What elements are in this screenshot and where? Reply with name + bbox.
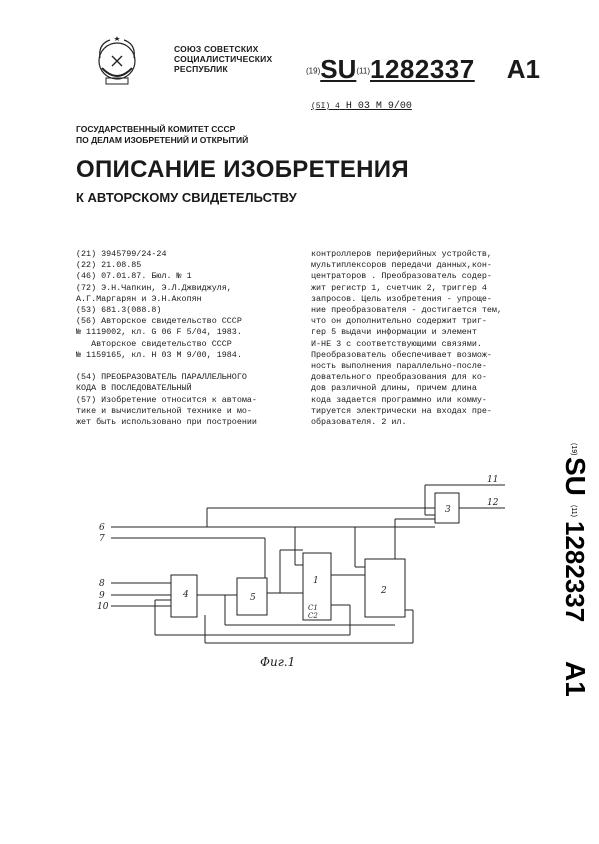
code-prefix: (19) (306, 66, 321, 76)
figure-caption: Фиг.1 (260, 655, 296, 669)
side-code-prefix: (19) (570, 443, 577, 456)
input-label-9: 9 (99, 591, 105, 601)
number-prefix: (11) (356, 66, 370, 76)
text-line: (22) 21.08.85 (76, 260, 142, 271)
block-label-5: 5 (250, 593, 256, 603)
block-label-4: 4 (183, 590, 189, 600)
patent-number: 1282337 (370, 54, 475, 84)
output-label-11: 11 (487, 475, 499, 485)
text-line: ность выполнения параллельно-после- (311, 361, 487, 372)
text-line: Авторское свидетельство СССР (76, 338, 232, 349)
text-line: кода задается программно или комму- (311, 394, 487, 405)
input-label-8: 8 (99, 579, 105, 589)
text-line: (57) Изобретение относится к автома- (76, 394, 257, 405)
block-label-3: 3 (445, 505, 451, 515)
text-line: что он дополнительно содержит триг- (311, 316, 487, 327)
side-number-prefix: (11) (570, 505, 577, 517)
text-line: (54) ПРЕОБРАЗОВАТЕЛЬ ПАРАЛЛЕЛЬНОГО (76, 372, 247, 383)
text-line: А.Г.Маргарян и Э.Н.Акопян (76, 293, 202, 304)
side-patent-number: 1282337 (560, 521, 590, 623)
text-line: (72) Э.Н.Чапкин, Э.Л.Джвиджуля, (76, 282, 232, 293)
label-c1: C1 (308, 604, 318, 612)
text-line: (21) 3945799/24-24 (76, 249, 167, 259)
text-line: довательного преобразования для ко- (311, 372, 487, 383)
text-line: запросов. Цель изобретения - упроще- (311, 293, 492, 304)
org-line: СОЮЗ СОВЕТСКИХ (174, 44, 259, 54)
ipc-prefix: (5I) 4 (311, 102, 340, 111)
kind-code: A1 (506, 54, 540, 84)
text-line: гер 5 выдачи информации и элемент (311, 327, 477, 338)
text-line: тике и вычислительной технике и мо- (76, 405, 252, 416)
ipc-class (311, 101, 412, 112)
state-emblem-icon (92, 34, 142, 89)
document-title: ОПИСАНИЕ ИЗОБРЕТЕНИЯ (76, 156, 409, 183)
text-line: ние преобразователя - достигается тем, (311, 305, 502, 316)
org-name (174, 44, 272, 74)
ipc-value: H 03 M 9/00 (345, 101, 412, 112)
circuit-diagram (95, 475, 515, 655)
text-line: дов различной длины, причем длина (311, 383, 477, 394)
output-label-12: 12 (487, 498, 499, 508)
org-line: РЕСПУБЛИК (174, 64, 228, 74)
text-line: центраторов . Преобразователь содер- (311, 271, 492, 282)
text-line: № 1119002, кл. G 06 F 5/04, 1983. (76, 327, 242, 338)
text-line: тируется электрически на входах пре- (311, 405, 492, 416)
text-line: жит регистр 1, счетчик 2, триггер 4 (311, 282, 487, 293)
text-line: жет быть использовано при построении (76, 417, 257, 428)
bibliographic-data (76, 249, 301, 428)
text-line (76, 361, 301, 372)
committee (76, 124, 248, 146)
text-line: КОДА В ПОСЛЕДОВАТЕЛЬНЫЙ (76, 383, 192, 394)
block-label-2: 2 (381, 586, 387, 596)
input-label-10: 10 (97, 602, 109, 612)
label-c2: C2 (308, 612, 318, 620)
text-line: № 1159165, кл. Н 03 М 9/00, 1984. (76, 349, 242, 360)
text-line: (56) Авторское свидетельство СССР (76, 316, 242, 327)
org-line: СОЦИАЛИСТИЧЕСКИХ (174, 54, 273, 64)
patent-code (306, 54, 540, 85)
input-label-6: 6 (99, 523, 105, 533)
side-kind-code: A1 (560, 661, 591, 697)
committee-line: ПО ДЕЛАМ ИЗОБРЕТЕНИЙ И ОТКРЫТИЙ (76, 135, 249, 145)
text-line: мультиплексоров передачи данных,кон- (311, 260, 492, 271)
text-line: контроллеров периферийных устройств, (311, 249, 492, 259)
country-code: SU (320, 54, 357, 84)
side-patent-code (527, 443, 591, 703)
text-line: (53) 681.3(088.8) (76, 305, 162, 316)
text-line: (46) 07.01.87. Бюл. № 1 (76, 271, 192, 282)
block-label-1: 1 (313, 576, 319, 586)
text-line: И-НЕ 3 с соответствующими связями. (311, 338, 482, 349)
text-line: образователя. 2 ил. (311, 417, 407, 428)
committee-line: ГОСУДАРСТВЕННЫЙ КОМИТЕТ СССР (76, 124, 236, 134)
abstract-text (311, 249, 551, 428)
input-label-7: 7 (99, 534, 105, 544)
side-country-code: SU (560, 457, 591, 496)
text-line: Преобразователь обеспечивает возмож- (311, 349, 492, 360)
document-subtitle: К АВТОРСКОМУ СВИДЕТЕЛЬСТВУ (76, 190, 297, 205)
